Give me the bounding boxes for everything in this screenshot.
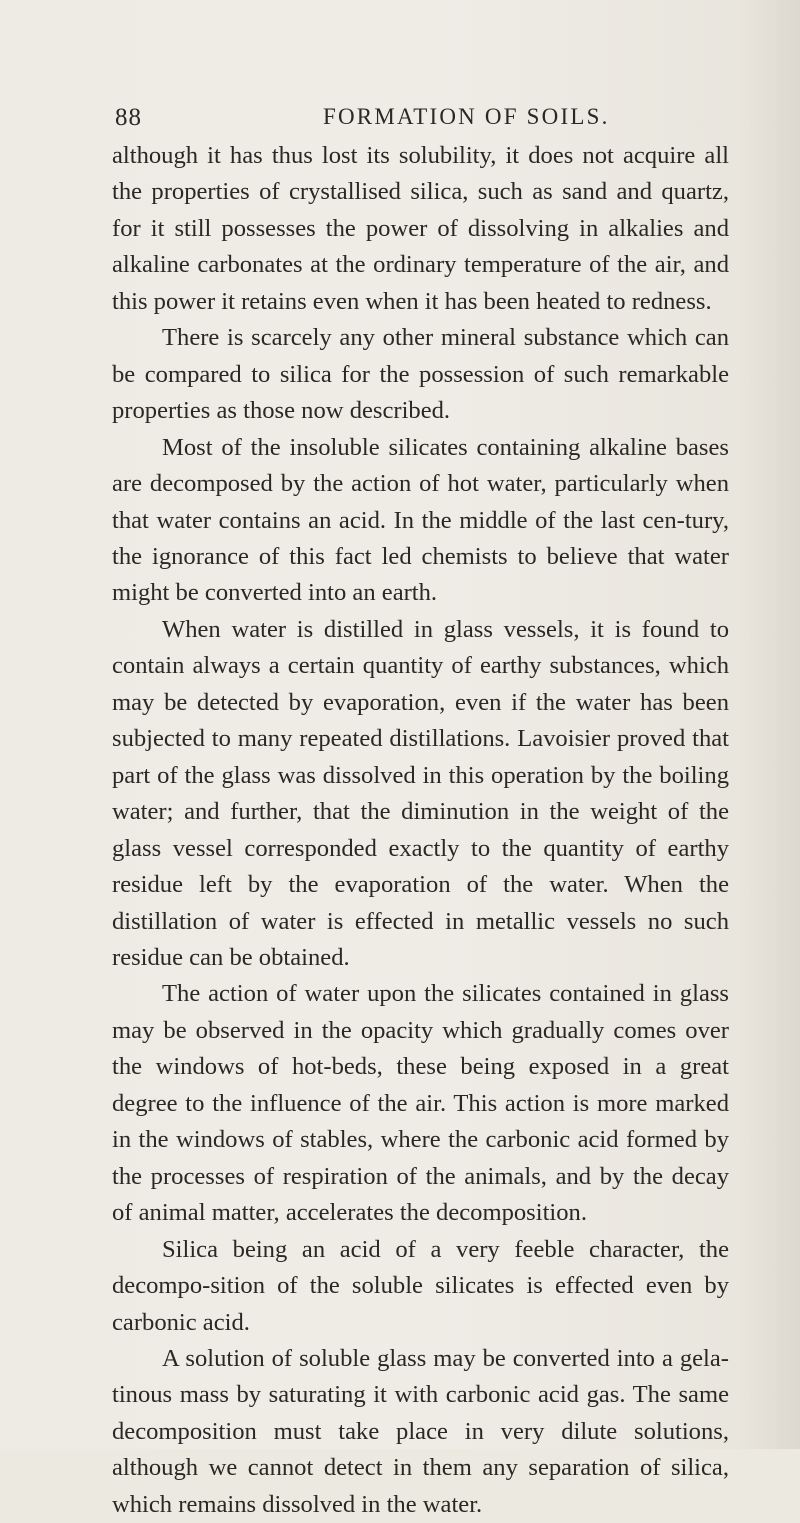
paragraph: There is scarcely any other mineral substance which can be compared to silica for the possession of such remarkable properties as those now described. — [112, 324, 729, 425]
body-text — [112, 138, 729, 1523]
paragraph: Most of the insoluble silicates containing alkaline bases are decomposed by the action of hot water, particularly when that water contains an acid. In the middle of the last cen-tury, the ignorance of this fact led chemists to believe that water might be converted into an earth. — [112, 433, 729, 607]
paragraph: A solution of soluble glass may be converted into a gela-tinous mass by saturating it with carbonic acid gas. The same decomposition must take place in very dilute solutions, although we cannot detect in them any separation of silica, which remains dissolved in the water. — [112, 1344, 729, 1518]
paragraph: When water is distilled in glass vessels, it is found to contain always a certain quantity of earthy substances, which may be detected by evaporation, even if the water has been subjected to many repeated distillations. Lavoisier proved that part of the glass was dissolved in this operation by the boiling water; and further, that the diminution in the weight of the glass vessel corresponded exactly to the quantity of earthy residue left by the evaporation of the water. When the distillation of water is effected in metallic vessels no such residue can be obtained. — [112, 615, 729, 971]
paragraph: although it has thus lost its solubility, it does not acquire all the properties of crystallised silica, such as sand and quartz, for it still possesses the power of dissolving in alkalies and alkaline carbonates at the ordinary temperature of the air, and this power it retains even when it has been heated to redness. — [112, 142, 729, 315]
paragraph: Silica being an acid of a very feeble character, the decompo-sition of the soluble silicates is effected even by carbonic acid. — [112, 1235, 729, 1336]
page-header — [115, 104, 730, 140]
paragraph: The action of water upon the silicates contained in glass may be observed in the opacity which gradually comes over the windows of hot-beds, these being exposed in a great degree to the influence of the air. This action is more marked in the windows of stables, where the carbonic acid formed by the processes of respiration of the animals, and by the decay of animal matter, accelerates the decomposition. — [112, 980, 729, 1227]
running-head: FORMATION OF SOILS. — [323, 104, 610, 129]
page-number: 88 — [115, 104, 142, 131]
